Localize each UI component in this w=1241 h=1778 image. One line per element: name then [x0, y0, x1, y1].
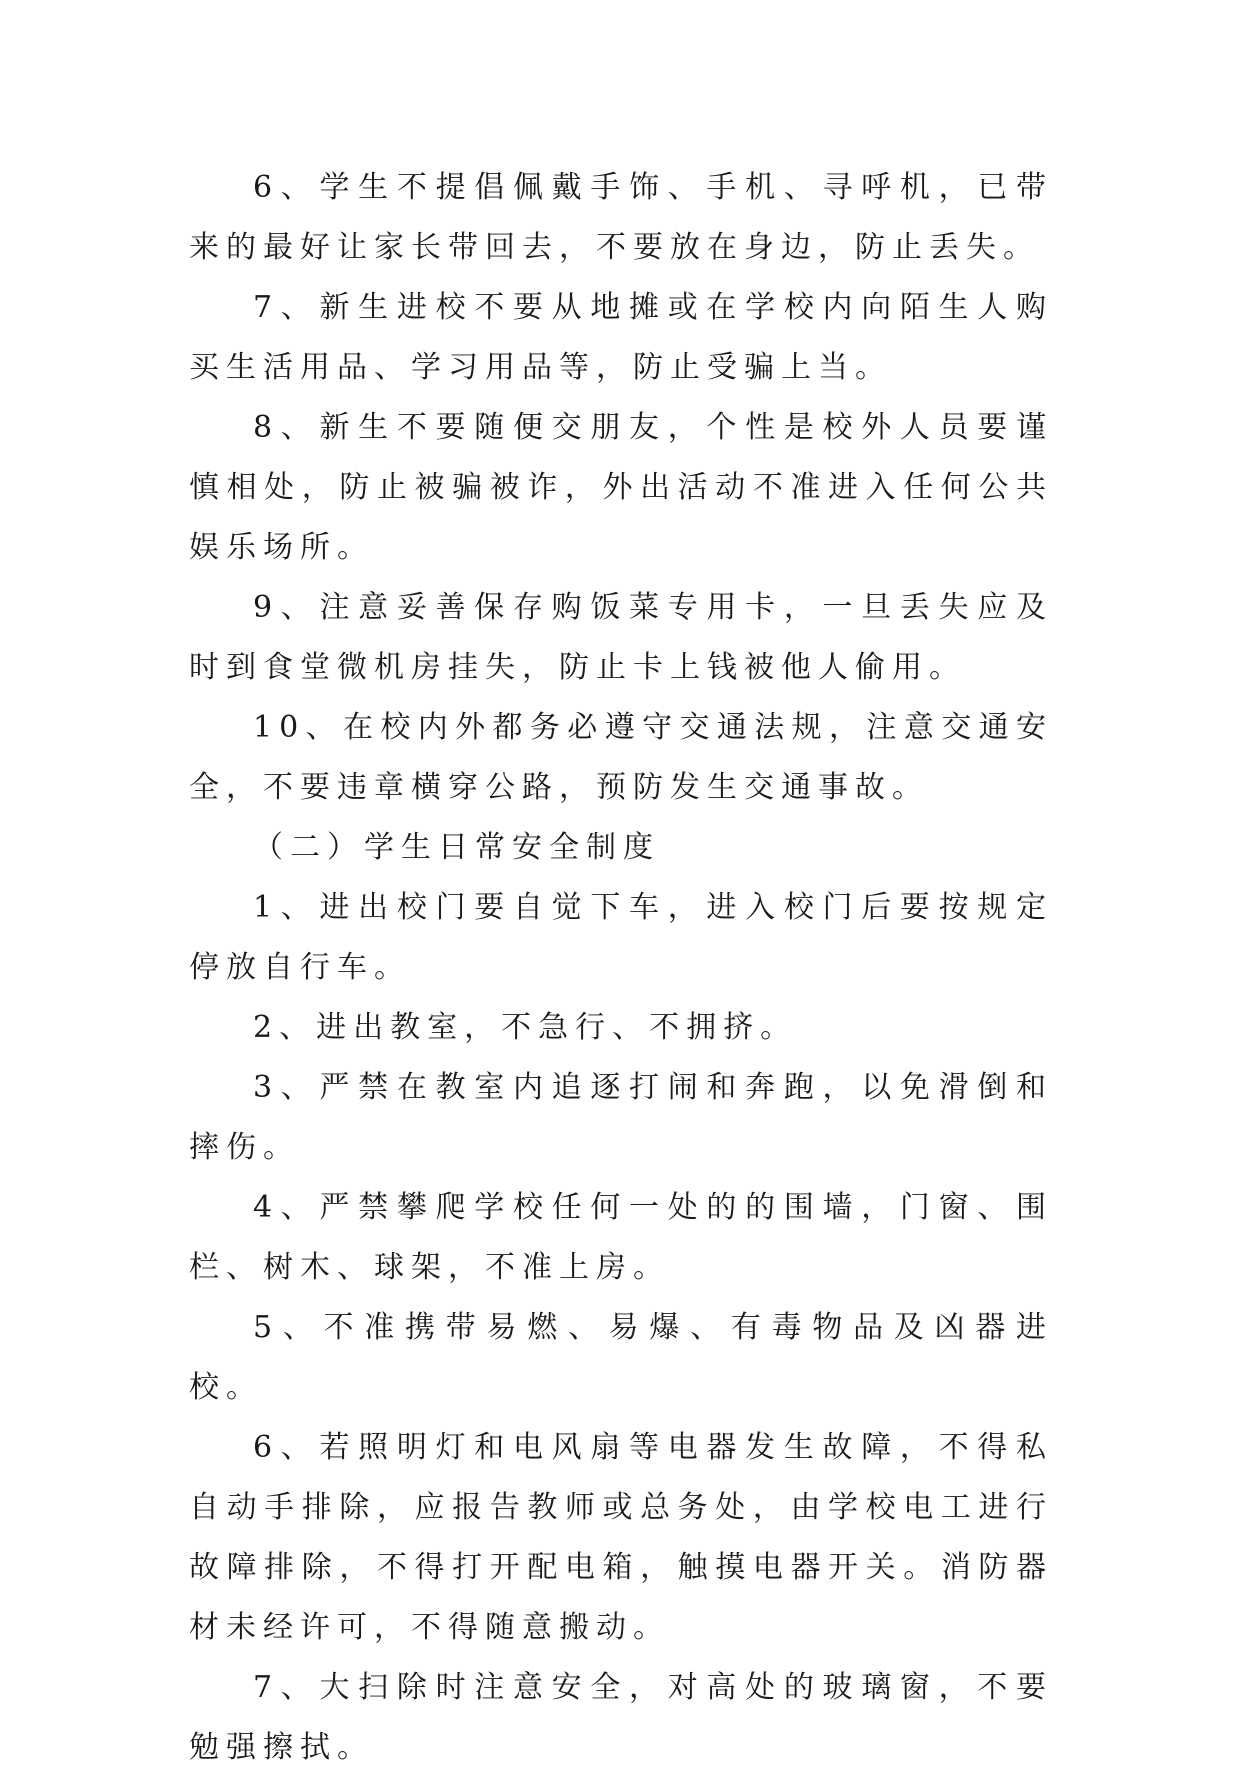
document-body [189, 158, 1053, 1778]
section-heading: （二）学生日常安全制度 [253, 830, 660, 865]
paragraph-rule-6-electrical: 6、若照明灯和电风扇等电器发生故障，不得私自动手排除，应报告教师或总务处，由学校电工进行故障排除，不得打开配电箱，触摸电器开关。消防器材未经许可，不得随意搬动。 [189, 1430, 1053, 1645]
paragraph-rule-4-climbing: 4、严禁攀爬学校任何一处的的围墙，门窗、围栏、树木、球架，不准上房。 [189, 1190, 1053, 1285]
paragraph-rule-7-cleaning: 7、大扫除时注意安全，对高处的玻璃窗，不要勉强擦拭。 [189, 1670, 1053, 1765]
paragraph-rule-2-classroom: 2、进出教室，不急行、不拥挤。 [253, 1010, 798, 1045]
paragraph-item-7-purchases: 7、新生进校不要从地摊或在学校内向陌生人购买生活用品、学习用品等，防止受骗上当。 [189, 290, 1053, 385]
paragraph-item-9-meal-card: 9、注意妥善保存购饭菜专用卡，一旦丢失应及时到食堂微机房挂失，防止卡上钱被他人偷用。 [189, 590, 1053, 685]
paragraph-item-10-traffic: 10、在校内外都务必遵守交通法规，注意交通安全，不要违章横穿公路，预防发生交通事故。 [189, 710, 1053, 805]
paragraph-rule-5-dangerous-items: 5、不准携带易燃、易爆、有毒物品及凶器进校。 [189, 1310, 1053, 1405]
paragraph-item-6-accessories: 6、学生不提倡佩戴手饰、手机、寻呼机，已带来的最好让家长带回去，不要放在身边，防止丢失。 [189, 170, 1053, 265]
paragraph-rule-1-school-gate: 1、进出校门要自觉下车，进入校门后要按规定停放自行车。 [189, 890, 1053, 985]
paragraph-rule-3-running: 3、严禁在教室内追逐打闹和奔跑，以免滑倒和摔伤。 [189, 1070, 1053, 1165]
paragraph-item-8-friends: 8、新生不要随便交朋友，个性是校外人员要谨慎相处，防止被骗被诈，外出活动不准进入任何公共娱乐场所。 [189, 410, 1053, 565]
